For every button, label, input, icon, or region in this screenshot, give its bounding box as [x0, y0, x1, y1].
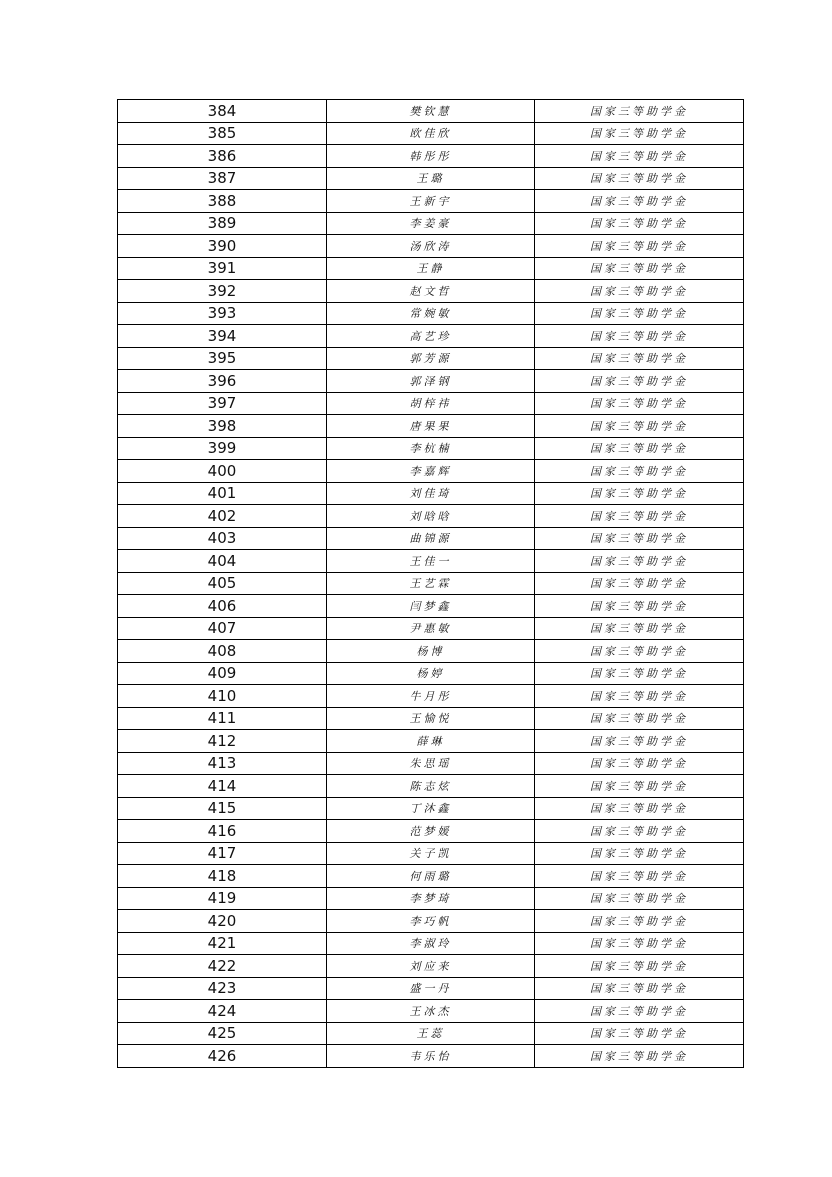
award-type-cell: 国家三等助学金	[535, 325, 744, 348]
award-type-cell: 国家三等助学金	[535, 505, 744, 528]
student-name-cell: 刘应来	[327, 955, 535, 978]
student-name-cell: 欧佳欣	[327, 122, 535, 145]
student-name-cell: 郭泽钢	[327, 370, 535, 393]
student-name-cell: 李杭楠	[327, 437, 535, 460]
table-row	[118, 302, 744, 325]
table-row	[118, 392, 744, 415]
table-row	[118, 662, 744, 685]
award-type-cell: 国家三等助学金	[535, 257, 744, 280]
row-number-cell: 404	[118, 550, 327, 573]
student-name-cell: 王蕊	[327, 1022, 535, 1045]
table-row	[118, 1000, 744, 1023]
row-number-cell: 401	[118, 482, 327, 505]
table-row	[118, 685, 744, 708]
award-type-cell: 国家三等助学金	[535, 122, 744, 145]
student-name-cell: 盛一丹	[327, 977, 535, 1000]
student-name-cell: 王愉悦	[327, 707, 535, 730]
table-row	[118, 347, 744, 370]
table-row	[118, 235, 744, 258]
award-type-cell: 国家三等助学金	[535, 100, 744, 123]
row-number-cell: 394	[118, 325, 327, 348]
table-row	[118, 797, 744, 820]
row-number-cell: 406	[118, 595, 327, 618]
table-row	[118, 910, 744, 933]
student-name-cell: 王佳一	[327, 550, 535, 573]
table-row	[118, 752, 744, 775]
student-name-cell: 王静	[327, 257, 535, 280]
award-type-cell: 国家三等助学金	[535, 482, 744, 505]
award-type-cell: 国家三等助学金	[535, 730, 744, 753]
award-type-cell: 国家三等助学金	[535, 640, 744, 663]
award-type-cell: 国家三等助学金	[535, 460, 744, 483]
student-name-cell: 胡梓祎	[327, 392, 535, 415]
student-name-cell: 朱思瑶	[327, 752, 535, 775]
table-row	[118, 145, 744, 168]
award-roster-table	[117, 99, 744, 1068]
row-number-cell: 402	[118, 505, 327, 528]
student-name-cell: 郭芳源	[327, 347, 535, 370]
table-row	[118, 730, 744, 753]
student-name-cell: 赵文哲	[327, 280, 535, 303]
row-number-cell: 385	[118, 122, 327, 145]
student-name-cell: 韦乐怡	[327, 1045, 535, 1068]
award-type-cell: 国家三等助学金	[535, 820, 744, 843]
row-number-cell: 413	[118, 752, 327, 775]
student-name-cell: 范梦媛	[327, 820, 535, 843]
student-name-cell: 王新宇	[327, 190, 535, 213]
row-number-cell: 411	[118, 707, 327, 730]
table-row	[118, 167, 744, 190]
table-row	[118, 550, 744, 573]
student-name-cell: 王璐	[327, 167, 535, 190]
student-name-cell: 陈志炫	[327, 775, 535, 798]
table-row	[118, 1022, 744, 1045]
row-number-cell: 395	[118, 347, 327, 370]
row-number-cell: 398	[118, 415, 327, 438]
student-name-cell: 关子凯	[327, 842, 535, 865]
student-name-cell: 牛月彤	[327, 685, 535, 708]
award-type-cell: 国家三等助学金	[535, 1000, 744, 1023]
student-name-cell: 闫梦鑫	[327, 595, 535, 618]
award-type-cell: 国家三等助学金	[535, 865, 744, 888]
table-row	[118, 595, 744, 618]
roster-body	[118, 100, 744, 1068]
table-row	[118, 707, 744, 730]
award-type-cell: 国家三等助学金	[535, 1022, 744, 1045]
row-number-cell: 420	[118, 910, 327, 933]
student-name-cell: 樊钦慧	[327, 100, 535, 123]
award-type-cell: 国家三等助学金	[535, 212, 744, 235]
table-row	[118, 865, 744, 888]
table-row	[118, 887, 744, 910]
row-number-cell: 392	[118, 280, 327, 303]
row-number-cell: 426	[118, 1045, 327, 1068]
table-row	[118, 280, 744, 303]
award-type-cell: 国家三等助学金	[535, 797, 744, 820]
award-type-cell: 国家三等助学金	[535, 550, 744, 573]
award-type-cell: 国家三等助学金	[535, 752, 744, 775]
row-number-cell: 389	[118, 212, 327, 235]
table-row	[118, 257, 744, 280]
row-number-cell: 410	[118, 685, 327, 708]
award-type-cell: 国家三等助学金	[535, 280, 744, 303]
table-row	[118, 1045, 744, 1068]
row-number-cell: 425	[118, 1022, 327, 1045]
award-type-cell: 国家三等助学金	[535, 932, 744, 955]
award-type-cell: 国家三等助学金	[535, 235, 744, 258]
table-row	[118, 460, 744, 483]
row-number-cell: 384	[118, 100, 327, 123]
row-number-cell: 415	[118, 797, 327, 820]
table-row	[118, 527, 744, 550]
student-name-cell: 刘晗晗	[327, 505, 535, 528]
student-name-cell: 杨婷	[327, 662, 535, 685]
row-number-cell: 387	[118, 167, 327, 190]
row-number-cell: 421	[118, 932, 327, 955]
row-number-cell: 424	[118, 1000, 327, 1023]
award-type-cell: 国家三等助学金	[535, 887, 744, 910]
table-row	[118, 212, 744, 235]
award-type-cell: 国家三等助学金	[535, 415, 744, 438]
table-row	[118, 932, 744, 955]
table-row	[118, 640, 744, 663]
row-number-cell: 399	[118, 437, 327, 460]
student-name-cell: 韩彤彤	[327, 145, 535, 168]
row-number-cell: 390	[118, 235, 327, 258]
table-row	[118, 820, 744, 843]
row-number-cell: 397	[118, 392, 327, 415]
row-number-cell: 393	[118, 302, 327, 325]
award-type-cell: 国家三等助学金	[535, 302, 744, 325]
student-name-cell: 李巧帆	[327, 910, 535, 933]
row-number-cell: 388	[118, 190, 327, 213]
table-row	[118, 100, 744, 123]
student-name-cell: 曲锦源	[327, 527, 535, 550]
row-number-cell: 418	[118, 865, 327, 888]
row-number-cell: 408	[118, 640, 327, 663]
award-type-cell: 国家三等助学金	[535, 527, 744, 550]
row-number-cell: 396	[118, 370, 327, 393]
award-type-cell: 国家三等助学金	[535, 572, 744, 595]
row-number-cell: 412	[118, 730, 327, 753]
row-number-cell: 386	[118, 145, 327, 168]
award-type-cell: 国家三等助学金	[535, 347, 744, 370]
table-row	[118, 842, 744, 865]
table-row	[118, 617, 744, 640]
award-type-cell: 国家三等助学金	[535, 595, 744, 618]
student-name-cell: 杨博	[327, 640, 535, 663]
award-type-cell: 国家三等助学金	[535, 977, 744, 1000]
table-row	[118, 775, 744, 798]
award-type-cell: 国家三等助学金	[535, 145, 744, 168]
student-name-cell: 李淑玲	[327, 932, 535, 955]
table-row	[118, 122, 744, 145]
row-number-cell: 416	[118, 820, 327, 843]
student-name-cell: 汤欣涛	[327, 235, 535, 258]
student-name-cell: 李姜豪	[327, 212, 535, 235]
award-type-cell: 国家三等助学金	[535, 370, 744, 393]
row-number-cell: 400	[118, 460, 327, 483]
student-name-cell: 王艺霖	[327, 572, 535, 595]
student-name-cell: 李嘉辉	[327, 460, 535, 483]
row-number-cell: 409	[118, 662, 327, 685]
table-row	[118, 437, 744, 460]
award-type-cell: 国家三等助学金	[535, 707, 744, 730]
table-row	[118, 415, 744, 438]
award-type-cell: 国家三等助学金	[535, 392, 744, 415]
award-type-cell: 国家三等助学金	[535, 842, 744, 865]
table-row	[118, 505, 744, 528]
award-type-cell: 国家三等助学金	[535, 955, 744, 978]
row-number-cell: 391	[118, 257, 327, 280]
row-number-cell: 407	[118, 617, 327, 640]
student-name-cell: 高艺珍	[327, 325, 535, 348]
student-name-cell: 尹惠敏	[327, 617, 535, 640]
award-type-cell: 国家三等助学金	[535, 437, 744, 460]
award-type-cell: 国家三等助学金	[535, 1045, 744, 1068]
award-type-cell: 国家三等助学金	[535, 662, 744, 685]
row-number-cell: 422	[118, 955, 327, 978]
student-name-cell: 何雨璐	[327, 865, 535, 888]
row-number-cell: 419	[118, 887, 327, 910]
award-type-cell: 国家三等助学金	[535, 617, 744, 640]
table-row	[118, 977, 744, 1000]
award-type-cell: 国家三等助学金	[535, 685, 744, 708]
row-number-cell: 414	[118, 775, 327, 798]
student-name-cell: 刘佳琦	[327, 482, 535, 505]
award-type-cell: 国家三等助学金	[535, 190, 744, 213]
table-row	[118, 190, 744, 213]
student-name-cell: 常婉敏	[327, 302, 535, 325]
award-type-cell: 国家三等助学金	[535, 775, 744, 798]
student-name-cell: 李梦琦	[327, 887, 535, 910]
table-row	[118, 955, 744, 978]
row-number-cell: 405	[118, 572, 327, 595]
table-row	[118, 325, 744, 348]
student-name-cell: 王冰杰	[327, 1000, 535, 1023]
student-name-cell: 丁沐鑫	[327, 797, 535, 820]
table-row	[118, 572, 744, 595]
student-name-cell: 唐果果	[327, 415, 535, 438]
student-name-cell: 薛琳	[327, 730, 535, 753]
row-number-cell: 423	[118, 977, 327, 1000]
table-row	[118, 370, 744, 393]
award-type-cell: 国家三等助学金	[535, 167, 744, 190]
row-number-cell: 403	[118, 527, 327, 550]
table-row	[118, 482, 744, 505]
row-number-cell: 417	[118, 842, 327, 865]
award-type-cell: 国家三等助学金	[535, 910, 744, 933]
